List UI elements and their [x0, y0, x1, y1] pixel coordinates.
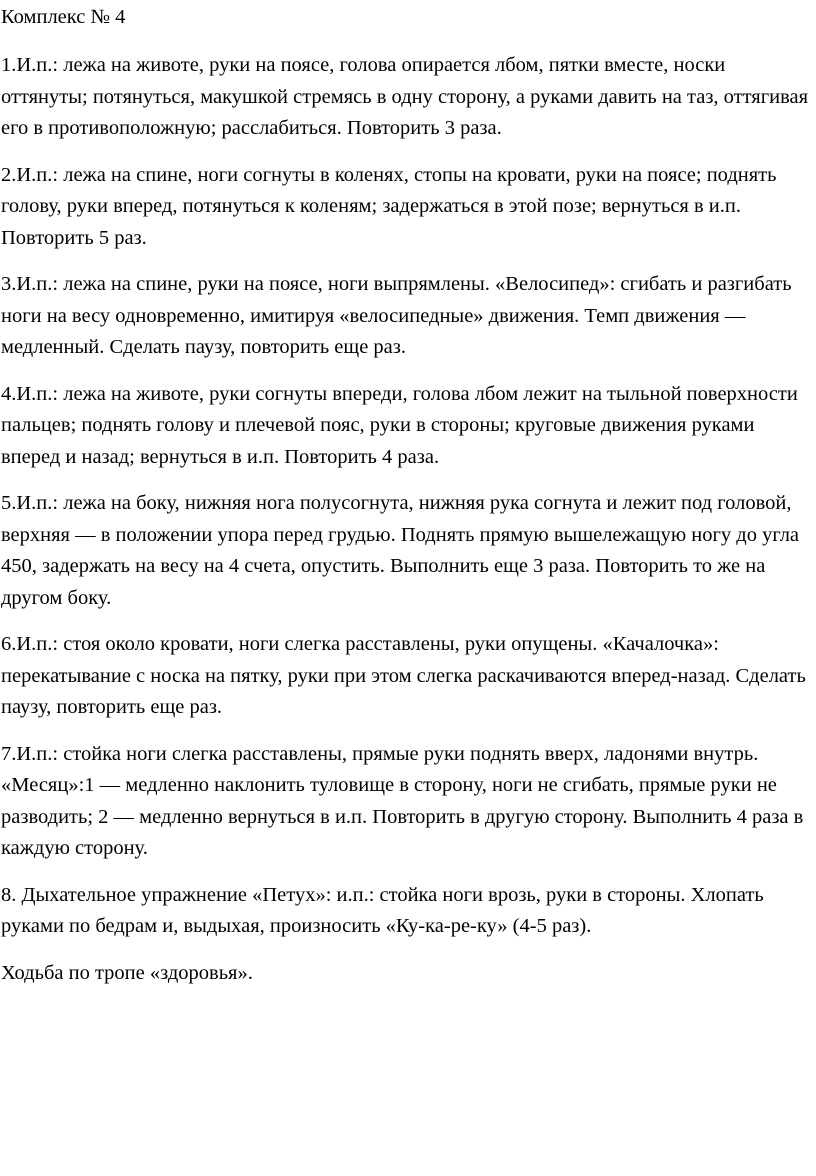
exercise-8-breathing: 8. Дыхательное упражнение «Петух»: и.п.: стойка ноги врозь, руки в стороны. Хлопать руками по бедрам и, выдыхая, произносить «Ку-ка-ре-ку» (4-5 раз).: [1, 883, 764, 937]
exercise-4: 4.И.п.: лежа на животе, руки согнуты впереди, голова лбом лежит на тыльной поверхности пальцев; поднять голову и плечевой пояс, руки в стороны; круговые движения руками вперед и назад; вернуться в и.п. Повторить 4 раза.: [1, 382, 798, 468]
exercise-5: 5.И.п.: лежа на боку, нижняя нога полусогнута, нижняя рука согнута и лежит под головой, верхняя — в положении упора перед грудью. Поднять прямую вышележащую ногу до угла 450, задержать на весу на 4 счета, опустить. Выполнить еще 3 раза. Повторить то же на другом боку.: [1, 492, 800, 609]
closing-walk: Ходьба по тропе «здоровья».: [1, 961, 253, 984]
exercise-7: 7.И.п.: стойка ноги слегка расставлены, прямые руки поднять вверх, ладонями внутрь. «Месяц»:1 — медленно наклонить туловище в сторону, ноги не сгибать, прямые руки не разводить; 2 — медленно вернуться в и.п. Повторить в другую сторону. Выполнить 4 раза в каждую сторону.: [1, 742, 804, 859]
exercise-2: 2.И.п.: лежа на спине, ноги согнуты в коленях, стопы на кровати, руки на поясе; поднять голову, руки вперед, потянуться к коленям; задержаться в этой позе; вернуться в и.п. Повторить 5 раз.: [1, 163, 777, 249]
exercise-6: 6.И.п.: стоя около кровати, ноги слегка расставлены, руки опущены. «Качалочка»: перекатывание с носка на пятку, руки при этом слегка раскачиваются вперед-назад. Сделать паузу, повторить еще раз.: [1, 633, 806, 718]
document-title: Комплекс № 4: [1, 6, 126, 28]
exercise-3: 3.И.п.: лежа на спине, руки на поясе, ноги выпрямлены. «Велосипед»: сгибать и разгибать ноги на весу одновременно, имитируя «велосипедные» движения. Темп движения — медленный. Сделать паузу, повторить еще раз.: [1, 273, 792, 358]
exercise-1: 1.И.п.: лежа на животе, руки на поясе, голова опирается лбом, пятки вместе, носки оттянуты; потянуться, макушкой стремясь в одну сторону, а руками давить на таз, оттягивая его в противоположную; расслабиться. Повторить 3 раза.: [1, 54, 809, 139]
